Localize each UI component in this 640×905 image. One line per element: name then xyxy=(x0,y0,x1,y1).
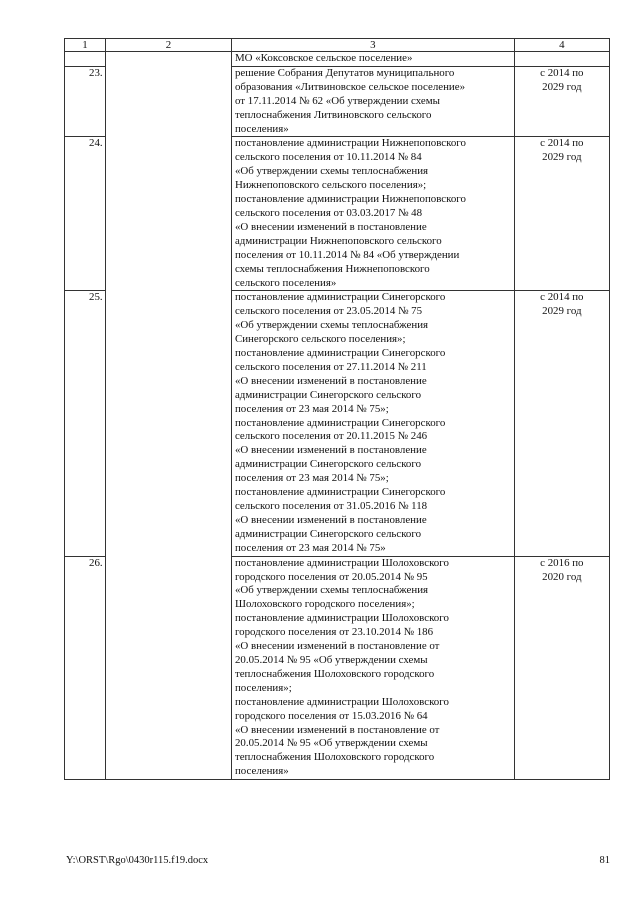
document-text-line: от 17.11.2014 № 62 «Об утверждении схемы xyxy=(234,94,440,107)
header-col-3: 3 xyxy=(231,39,514,52)
document-text-line: поселения от 23 мая 2014 № 75» xyxy=(234,541,386,554)
document-text-line: теплоснабжения Шолоховского городского xyxy=(234,751,435,764)
document-text-line: «Об утверждении схемы теплоснабжения xyxy=(234,584,429,597)
period-line: с 2014 по xyxy=(540,137,584,150)
mo-row-period-cell xyxy=(514,52,609,67)
merged-municipality-cell xyxy=(105,52,231,780)
header-col-1: 1 xyxy=(65,39,106,52)
footer-page-number: 81 xyxy=(599,855,610,866)
row-period xyxy=(514,66,609,137)
document-text-line: сельского поселения от 27.11.2014 № 211 xyxy=(234,360,427,373)
document-text-line: Синегорского сельского поселения»; xyxy=(234,333,406,346)
document-text-line: сельского поселения от 23.05.2014 № 75 xyxy=(234,305,423,318)
document-text-line: городского поселения от 20.05.2014 № 95 xyxy=(234,570,428,583)
document-text-line: Шолоховского городского поселения»; xyxy=(234,598,415,611)
document-text-line: поселения»; xyxy=(234,681,292,694)
document-text-line: администрации Нижнепоповского сельского xyxy=(234,234,442,247)
document-table xyxy=(64,38,610,780)
footer-file-path: Y:\ORST\Rgo\0430r115.f19.docx xyxy=(66,855,209,866)
header-col-2: 2 xyxy=(105,39,231,52)
document-text-line: городского поселения от 15.03.2016 № 64 xyxy=(234,709,428,722)
row-number: 23. xyxy=(65,66,106,137)
document-text-line: «О внесении изменений в постановление xyxy=(234,374,427,387)
document-text-line: сельского поселения» xyxy=(234,276,337,289)
mo-row-text: МО «Коксовское сельское поселение» xyxy=(231,52,514,67)
document-text-line: постановление администрации Синегорского xyxy=(234,291,446,304)
row-number: 25. xyxy=(65,291,106,556)
period-line: 2020 год xyxy=(542,570,582,583)
document-text-line: «О внесении изменений в постановление xyxy=(234,513,427,526)
row-period xyxy=(514,291,609,556)
document-text-line: «Об утверждении схемы теплоснабжения xyxy=(234,165,429,178)
document-text-line: постановление администрации Шолоховского xyxy=(234,695,449,708)
document-text-line: поселения от 23 мая 2014 № 75»; xyxy=(234,402,389,415)
document-text-line: Нижнепоповского сельского поселения»; xyxy=(234,179,427,192)
period-line: 2029 год xyxy=(542,151,582,164)
document-text-line: поселения от 10.11.2014 № 84 «Об утверждении xyxy=(234,248,460,261)
row-document-text xyxy=(231,556,514,780)
period-line: 2029 год xyxy=(542,80,582,93)
period-line: с 2016 по xyxy=(540,556,584,569)
document-text-line: администрации Синегорского сельского xyxy=(234,458,422,471)
document-text-line: схемы теплоснабжения Нижнепоповского xyxy=(234,262,430,275)
document-text-line: постановление администрации Нижнепоповского xyxy=(234,137,466,150)
document-text-line: постановление администрации Шолоховского xyxy=(234,612,449,625)
document-text-line: городского поселения от 23.10.2014 № 186 xyxy=(234,626,434,639)
period-line: с 2014 по xyxy=(540,291,584,304)
header-col-4: 4 xyxy=(514,39,609,52)
document-text-line: «О внесении изменений в постановление xyxy=(234,444,427,457)
document-text-line: поселения от 23 мая 2014 № 75»; xyxy=(234,472,389,485)
document-text-line: постановление администрации Синегорского xyxy=(234,486,446,499)
row-period xyxy=(514,137,609,291)
table-body xyxy=(65,52,610,780)
row-document-text xyxy=(231,66,514,137)
period-line: 2029 год xyxy=(542,305,582,318)
document-text-line: 20.05.2014 № 95 «Об утверждении схемы xyxy=(234,737,428,750)
document-text-line: постановление администрации Шолоховского xyxy=(234,556,449,569)
row-number: 26. xyxy=(65,556,106,780)
document-text-line: 20.05.2014 № 95 «Об утверждении схемы xyxy=(234,653,428,666)
document-text-line: поселения» xyxy=(234,765,289,778)
document-text-line: администрации Синегорского сельского xyxy=(234,527,422,540)
document-text-line: теплоснабжения Шолоховского городского xyxy=(234,667,435,680)
document-text-line: «О внесении изменений в постановление от xyxy=(234,640,440,653)
document-text-line: сельского поселения от 10.11.2014 № 84 xyxy=(234,151,422,164)
document-text-line: «О внесении изменений в постановление от xyxy=(234,723,440,736)
row-document-text xyxy=(231,291,514,556)
row-number: 24. xyxy=(65,137,106,291)
document-text-line: администрации Синегорского сельского xyxy=(234,388,422,401)
document-text-line: теплоснабжения Литвиновского сельского xyxy=(234,108,432,121)
document-text-line: образования «Литвиновское сельское поселение» xyxy=(234,80,466,93)
mo-row xyxy=(65,52,610,67)
table-header xyxy=(65,39,610,52)
document-text-line: постановление администрации Нижнепоповского xyxy=(234,193,466,206)
period-line: с 2014 по xyxy=(540,66,584,79)
header-row xyxy=(65,39,610,52)
document-text-line: сельского поселения от 31.05.2016 № 118 xyxy=(234,500,428,512)
document-text-line: «Об утверждении схемы теплоснабжения xyxy=(234,319,429,332)
document-text-line: поселения» xyxy=(234,122,289,135)
document-text-line: «О внесении изменений в постановление xyxy=(234,220,427,233)
row-period xyxy=(514,556,609,780)
document-text-line: сельского поселения от 03.03.2017 № 48 xyxy=(234,206,423,219)
document-text-line: постановление администрации Синегорского xyxy=(234,416,446,429)
document-text-line: решение Собрания Депутатов муниципального xyxy=(234,66,455,79)
document-text-line: сельского поселения от 20.11.2015 № 246 xyxy=(234,430,428,443)
mo-row-num-cell xyxy=(65,52,106,67)
row-document-text xyxy=(231,137,514,291)
document-text-line: постановление администрации Синегорского xyxy=(234,347,446,360)
